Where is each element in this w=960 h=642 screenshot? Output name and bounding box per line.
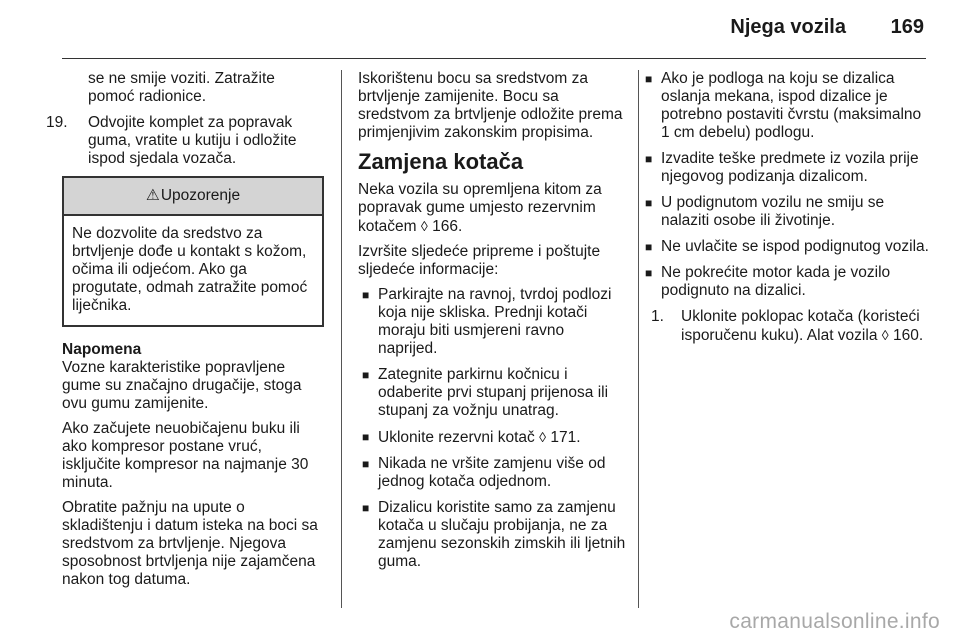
bullet-icon: ■ — [362, 288, 370, 302]
column-divider-left — [341, 70, 342, 608]
page-reference-icon: ◊ — [881, 327, 889, 343]
column-2 — [358, 70, 626, 579]
bullet-list — [358, 286, 626, 571]
list-item-text: Ne uvlačite se ispod podignutog vozila. — [661, 238, 929, 255]
column-3 — [641, 70, 931, 353]
column-1 — [46, 70, 324, 596]
step-1 — [641, 308, 931, 345]
header-rule — [62, 58, 926, 59]
warning-box — [62, 176, 324, 327]
list-item — [362, 499, 626, 571]
note-title: Napomena — [62, 341, 142, 358]
step-number: 1. — [651, 308, 664, 325]
list-item-text: Ne pokrećite motor kada je vozilo podignuto na dizalici. — [661, 264, 891, 299]
note-paragraph: Obratite pažnju na upute o skladištenju i datum isteka na boci sa sredstvom za brtvljenje. Njegova sposobnost brtvljenja nije zajamčena nakon tog datuma. — [62, 499, 318, 588]
list-item-text: Uklonite rezervni kotač — [378, 429, 535, 446]
intro-paragraph: Iskorištenu bocu sa sredstvom za brtvljenje zamijenite. Bocu sa sredstvom za brtvljenje odložite prema primjenjivim zakonskim propisima. — [358, 70, 623, 141]
bullet-icon: ■ — [645, 72, 653, 86]
bullet-list — [641, 70, 931, 300]
note-paragraph: Vozne karakteristike popravljene gume su značajno drugačije, stoga ovu gumu zamijenite. — [62, 359, 302, 412]
step-text: Odvojite komplet za popravak guma, vratite u kutiju i odložite ispod sjedala vozača. — [88, 114, 297, 167]
list-item-text: Dizalicu koristite samo za zamjenu kotača u slučaju probijanja, ne za zamjenu sezonskih zimskih ili ljetnih guma. — [378, 499, 626, 570]
paragraph-text: Neka vozila su opremljena kitom za popravak gume umjesto rezervnim kotačem — [358, 181, 602, 235]
bullet-icon: ■ — [362, 430, 370, 444]
bullet-icon: ■ — [645, 196, 653, 210]
page-reference: 171. — [550, 429, 581, 446]
list-item-text: Zategnite parkirnu kočnicu i odaberite prvi stupanj prijenosa ili stupanj za vožnju unatrag. — [378, 366, 609, 419]
bullet-icon: ■ — [362, 368, 370, 382]
list-item-text: Ako je podloga na koju se dizalica oslanja mekana, ispod dizalice je potrebno postaviti čvrstu (maksimalno 1 cm debelu) podlogu. — [661, 70, 922, 141]
column-divider-right — [638, 70, 639, 608]
warning-text: Ne dozvolite da sredstvo za brtvljenje dođe u kontakt s kožom, očima ili odjećom. Ako ga progutate, odmah zatražite pomoć liječnika. — [72, 225, 308, 314]
list-item — [645, 264, 931, 300]
list-item-text: Parkirajte na ravnoj, tvrdoj podlozi koja nije skliska. Prednji kotači moraju biti usmjereni ravno naprijed. — [378, 286, 612, 357]
list-item — [645, 238, 931, 256]
list-item — [645, 194, 931, 230]
list-item — [362, 286, 626, 358]
bullet-icon: ■ — [362, 501, 370, 515]
note-paragraph: Ako začujete neuobičajenu buku ili ako kompresor postane vruć, isključite kompresor na najmanje 30 minuta. — [62, 420, 309, 491]
list-item — [362, 428, 626, 447]
warning-triangle-icon: ⚠ — [145, 187, 160, 204]
list-item — [645, 70, 931, 142]
paragraph: Izvršite sljedeće pripreme i poštujte sljedeće informacije: — [358, 243, 601, 278]
warning-header — [64, 178, 322, 216]
list-item — [362, 366, 626, 420]
page-reference: 166. — [432, 218, 463, 235]
list-item-text: Nikada ne vršite zamjenu više od jednog kotača odjednom. — [378, 455, 606, 490]
list-item — [645, 150, 931, 186]
bullet-icon: ■ — [645, 152, 653, 166]
step-continuation: se ne smije voziti. Zatražite pomoć radionice. — [88, 70, 275, 105]
page-reference-icon: ◊ — [420, 218, 428, 234]
step-19 — [46, 114, 324, 168]
page-title: Njega vozila — [730, 16, 846, 38]
section-title: Zamjena kotača — [358, 149, 524, 174]
step-text: Uklonite poklopac kotača (koristeći isporučenu kuku). Alat vozila — [681, 308, 920, 344]
bullet-icon: ■ — [362, 457, 370, 471]
list-item-text: U podignutom vozilu ne smiju se nalaziti osobe ili životinje. — [661, 194, 885, 229]
list-item — [362, 455, 626, 491]
watermark: carmanualsonline.info — [729, 610, 940, 633]
list-item-text: Izvadite teške predmete iz vozila prije njegovog podizanja dizalicom. — [661, 150, 919, 185]
warning-title: Upozorenje — [160, 187, 241, 204]
paragraph — [358, 181, 626, 236]
bullet-icon: ■ — [645, 240, 653, 254]
bullet-icon: ■ — [645, 266, 653, 280]
page-reference: 160. — [892, 327, 924, 344]
page-number: 169 — [890, 16, 924, 38]
page-reference-icon: ◊ — [539, 429, 547, 445]
step-number: 19. — [46, 114, 68, 131]
